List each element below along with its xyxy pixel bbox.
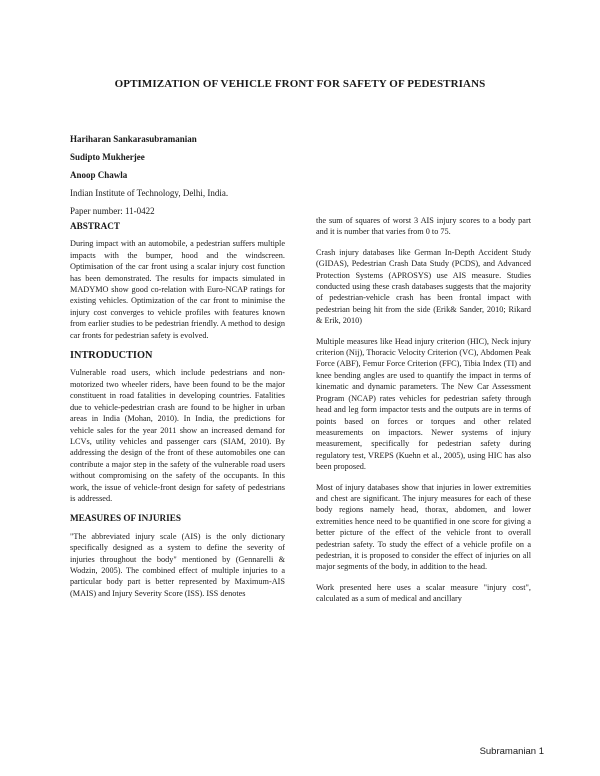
affiliation: Indian Institute of Technology, Delhi, India.	[70, 188, 229, 198]
page-footer: Subramanian 1	[479, 746, 544, 757]
paper-title: OPTIMIZATION OF VEHICLE FRONT FOR SAFETY OF PEDESTRIANS	[114, 78, 486, 90]
author-name: Anoop Chawla	[70, 170, 128, 180]
left-column	[70, 221, 285, 608]
author-name: Sudipto Mukherjee	[70, 152, 145, 162]
body-paragraph: Most of injury databases show that injuries in lower extremities and chest are significant. The injury measures for each of these body regions namely head, thorax, abdomen, and lower extremities hence need to be quantified in one score for giving a better picture of the effect of the vehicle front to overall pedestrian safety. To study the effect of a vehicle profile on a pedestrian, it is proposed to consider the effect of injuries on all major segments of the body, in addition to the head.	[316, 482, 531, 572]
body-paragraph: the sum of squares of worst 3 AIS injury scores to a body part and it is number that varies from 0 to 75.	[316, 216, 531, 237]
abstract-paragraph: During impact with an automobile, a pedestrian suffers multiple impacts with the bumper, hood and the windscreen. Optimisation of the car front using a scalar injury cost function has been demonstrated. The results for impacts simulated in MADYMO show good co-relation with Euro-NCAP ratings for existing vehicles. Optimization of the car front to minimise the injury cost converges to vehicle profiles with features known from earlier studies to be pedestrian friendly. A method to design car fronts for pedestrian safety is evolved.	[70, 239, 285, 340]
abstract-heading: ABSTRACT	[70, 221, 121, 231]
measures-paragraph: "The abbreviated injury scale (AIS) is the only dictionary specifically designed as a system to define the severity of injuries throughout the body" mentioned by (Gennarelli & Wodzin, 2005). The combined effect of multiple injuries to a particular body part is better represented by Maximum-AIS (MAIS) and Injury Severity Score (ISS). ISS denotes	[70, 531, 285, 598]
right-column	[316, 215, 531, 614]
paper-number: Paper number: 11-0422	[70, 206, 155, 216]
measures-heading: MEASURES OF INJURIES	[70, 513, 181, 524]
body-paragraph: Multiple measures like Head injury criterion (HIC), Neck injury criterion (Nij), Thoracic Velocity Criterion (VC), Abdomen Peak Force (ABF), Femur Force Criterion (FFC), Tibia Index (TI) and knee bending angles are used to quantify the impact in terms of kinematic and dynamic parameters. The New Car Assessment Program (NCAP) rates vehicles for pedestrian safety through head and leg form impactor tests and the outputs are in terms of points based on forces or torques and other related measurements on impactors. Newer systems of injury measurement, specifically for pedestrian safety during regulatory test, VREPS (Kuehn et al., 2005), using HIC has also been proposed.	[316, 336, 531, 472]
body-paragraph: Crash injury databases like German In-Depth Accident Study (GIDAS), Pedestrian Crash Data Study (PCDS), and Advanced Protection Systems (APROSYS) use AIS measure. Studies conducted using these crash databases suggests that the majority of pedestrian-vehicle crash has been frontal impact with pedestrian being hit from the side (Erik& Sander, 2010; Rikard & Erik, 2010)	[316, 247, 531, 326]
introduction-paragraph: Vulnerable road users, which include pedestrians and non-motorized two wheeler riders, have been found to be the major constituent in road fatalities in developing countries. Fatalities due to vehicle-pedestrian crash are found to be higher in urban areas in India (Mohan, 2010). In India, the predictions for vehicle sales for the year 2011 show an increased demand for LCVs, utility vehicles and passenger cars (SIAM, 2010). By addressing the design of the front of these automobiles one can contribute a major step in the safety of the vulnerable road users without compromising on the safety of the occupants. In this work, the issue of vehicle-front design for safety of pedestrians is addressed.	[70, 368, 285, 503]
body-paragraph: Work presented here uses a scalar measure "injury cost", calculated as a sum of medical and ancillary	[316, 582, 531, 604]
introduction-heading: INTRODUCTION	[70, 350, 153, 362]
author-block	[70, 130, 228, 220]
author-name: Hariharan Sankarasubramanian	[70, 134, 197, 144]
